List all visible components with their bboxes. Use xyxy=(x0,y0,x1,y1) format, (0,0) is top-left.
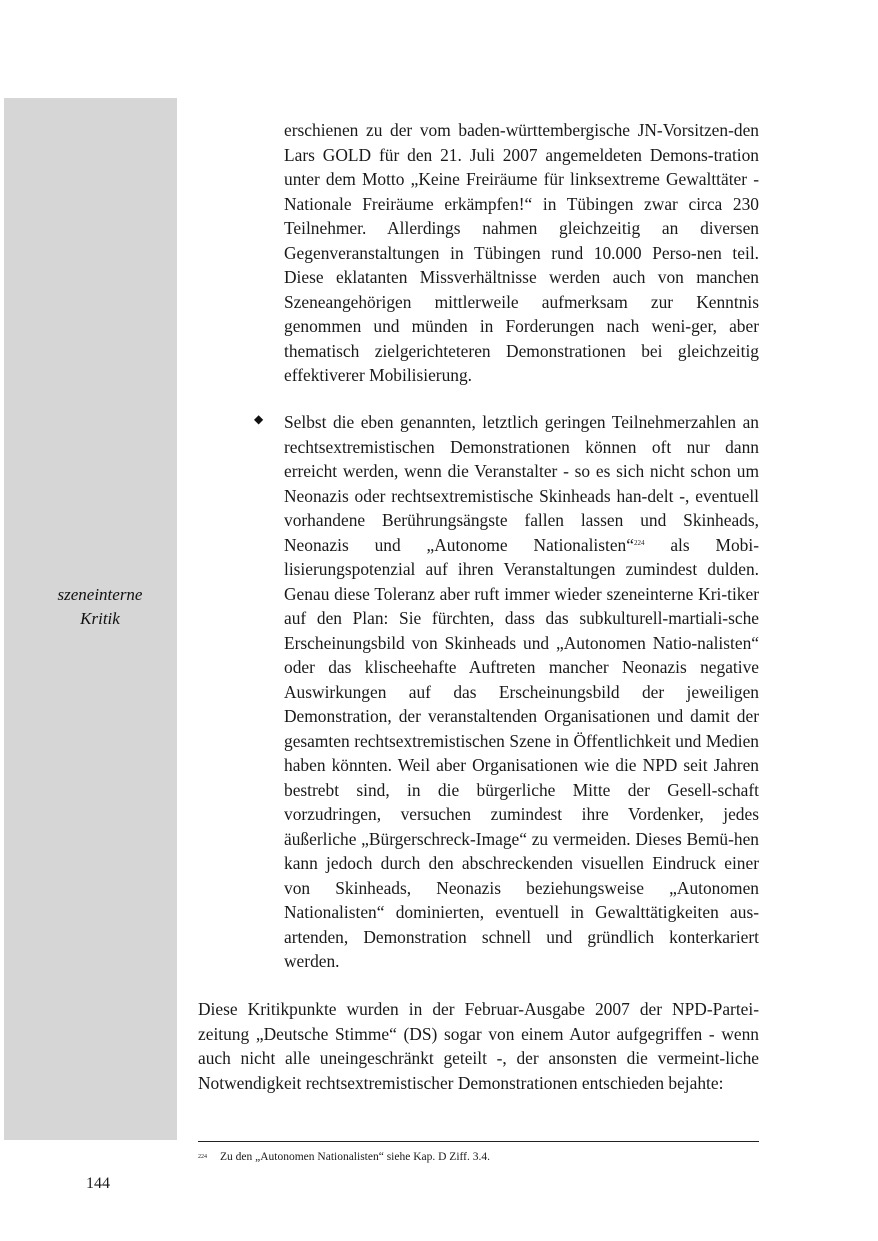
page-number: 144 xyxy=(86,1175,110,1192)
footnote-reference: 224 xyxy=(633,538,645,547)
footnote xyxy=(198,1150,759,1164)
footnote-text: Zu den „Autonomen Nationalisten“ siehe Kap. D Ziff. 3.4. xyxy=(220,1151,490,1163)
continued-paragraph xyxy=(284,118,759,388)
continued-text-a: erschienen zu der vom baden-württembergische JN-Vorsitzen-den Lars GOLD für den 21. Juli 2007 angemeldeten Demons-tration unter dem Motto „Keine Freiräume für linksextreme Gewalttäter - Nationale Freiräume erkämpfen!“ in xyxy=(284,120,759,214)
margin-note-line-2: Kritik xyxy=(80,609,120,628)
continued-text-c: rund 10.000 Perso-nen teil. Diese eklatanten Missverhältnisse werden auch von manchen Szeneangehörigen mittlerweile aufmerksam zur Kenntnis genommen und münden in Forderungen nach weni-ger, aber thematisch zielgerichteteren Demonstrationen bei gleichzeitig effektiverer Mobilisierung. xyxy=(284,242,759,385)
footnote-number: 224 xyxy=(198,1154,207,1160)
footnote-divider xyxy=(198,1141,759,1142)
bullet-text-a: Selbst die eben genannten, letztlich geringen Teilnehmerzahlen an rechtsextremistischen Demonstrationen können oft nur dann erreicht werden, wenn die Veranstalter - so es sich nicht schon um Neonazis oder rechtsextremistische Skinheads han-delt -, eventuell vorhandene Berührungsängste fallen lassen und Skinheads, Neonazis und „Autonome Nationalisten“ xyxy=(284,412,759,555)
place-name-tuebingen-2: Tübingen xyxy=(473,242,541,263)
continued-text-b: zwar circa 230 Teilnehmer. Allerdings nahmen gleichzeitig an diversen Gegenveranstaltungen in xyxy=(284,193,760,263)
margin-note-line-1: szeneinterne xyxy=(57,585,143,604)
bullet-text-b: als Mobi-lisierungspotenzial auf ihren Veranstaltungen zumindest dulden. Genau diese Toleranz aber ruft immer wieder szeneinterne Kri-tiker auf den Plan: Sie fürchten, dass das subkulturell-martiali-sche Erscheinungsbild von Skinheads und „Autonomen Natio-nalisten“ oder das klischeehafte Auftreten mancher Neonazis negative Auswirkungen auf das Erscheinungsbild der jeweiligen Demonstration, der veranstaltenden Organisationen und damit der gesamten rechtsextremistischen Szene in Öffentlichkeit und Medien haben könnten. Weil aber Organisationen wie die NPD seit Jahren bestrebt sind, in die bürgerliche Mitte der Gesell-schaft vorzudringen, versuchen zumindest ihre Vordenker, jedes äußerliche „Bürgerschreck-Image“ zu vermeiden. Dieses Bemü-hen kann jedoch durch den abschreckenden visuellen Eindruck einer von Skinheads, Neonazis beziehungsweise „Autonomen Nationalisten“ dominierten, eventuell in Gewalttätigkeiten aus-artenden, Demonstration schnell und gründlich konterkariert werden. xyxy=(284,534,759,971)
main-paragraph: Diese Kritikpunkte wurden in der Februar-Ausgabe 2007 der NPD-Partei-zeitung „Deutsche Stimme“ (DS) sogar von einem Autor aufgegriffen - wenn auch nicht alle uneingeschränkt geteilt -, der ansonsten die vermeint-liche Notwendigkeit rechtsextremistischer Demonstrationen entschieden bejahte: xyxy=(198,999,759,1093)
diamond-bullet-icon: ◆ xyxy=(254,412,264,426)
bullet-paragraph xyxy=(284,410,759,974)
place-name-tuebingen-1: Tübingen xyxy=(566,193,634,214)
margin-note xyxy=(4,583,196,631)
